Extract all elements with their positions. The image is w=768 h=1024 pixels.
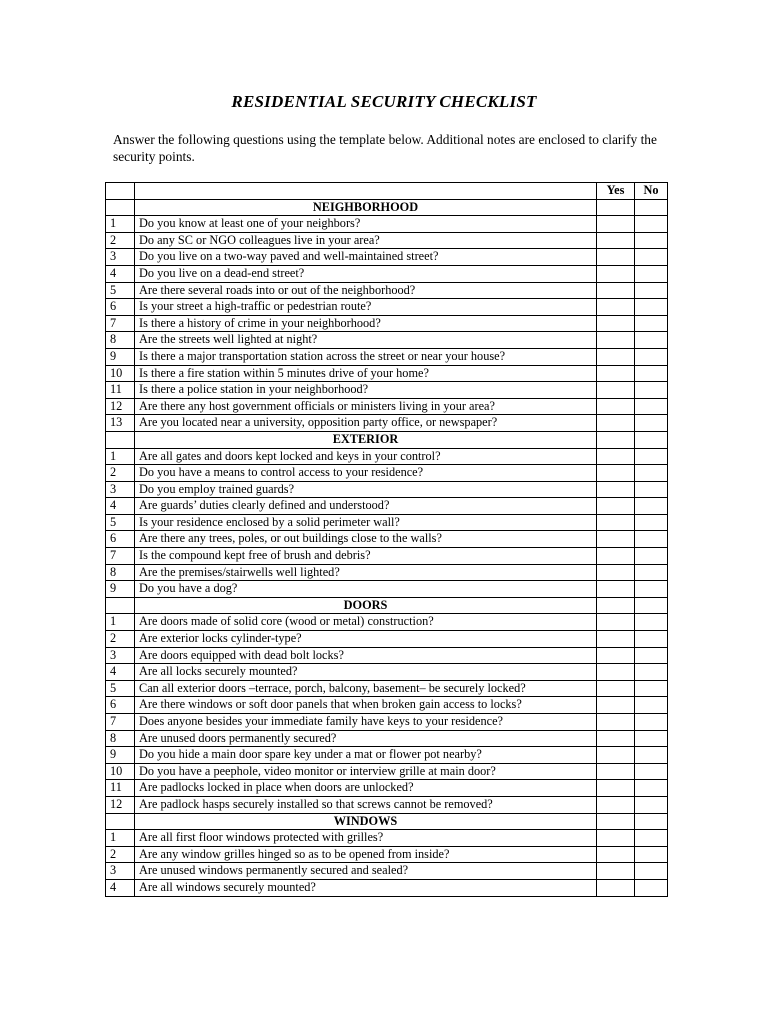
question-row [106,564,668,581]
question-text: Is there a fire station within 5 minutes drive of your home? [135,365,597,382]
question-row [106,846,668,863]
question-row [106,232,668,249]
question-row [106,365,668,382]
no-answer-cell[interactable] [635,498,668,515]
yes-answer-cell[interactable] [597,348,635,365]
no-answer-cell[interactable] [635,348,668,365]
yes-answer-cell[interactable] [597,714,635,731]
section-heading: WINDOWS [135,813,597,830]
question-number: 6 [106,299,135,316]
question-row [106,664,668,681]
question-text: Are the premises/stairwells well lighted? [135,564,597,581]
question-text: Is your residence enclosed by a solid perimeter wall? [135,514,597,531]
no-answer-cell[interactable] [635,332,668,349]
question-number: 8 [106,730,135,747]
question-text: Do you hide a main door spare key under a mat or flower pot nearby? [135,747,597,764]
no-answer-cell[interactable] [635,548,668,565]
no-answer-cell[interactable] [635,365,668,382]
section-heading: EXTERIOR [135,431,597,448]
question-text: Do you have a dog? [135,581,597,598]
no-answer-cell[interactable] [635,382,668,399]
section-heading: DOORS [135,597,597,614]
question-text: Are you located near a university, opposition party office, or newspaper? [135,415,597,432]
question-text: Do you live on a dead-end street? [135,265,597,282]
header-question-cell [135,183,597,200]
no-answer-cell[interactable] [635,398,668,415]
no-answer-cell[interactable] [635,448,668,465]
question-number: 5 [106,282,135,299]
checklist-body [106,183,668,897]
question-row [106,531,668,548]
question-number: 2 [106,465,135,482]
question-number: 1 [106,614,135,631]
question-row [106,763,668,780]
question-row [106,747,668,764]
question-text: Are unused doors permanently secured? [135,730,597,747]
yes-answer-cell[interactable] [597,514,635,531]
question-number: 5 [106,680,135,697]
question-text: Do you know at least one of your neighbors? [135,216,597,233]
yes-answer-cell[interactable] [597,531,635,548]
question-number: 3 [106,249,135,266]
question-text: Are the streets well lighted at night? [135,332,597,349]
section-yes-cell [597,199,635,216]
yes-answer-cell[interactable] [597,465,635,482]
yes-answer-cell[interactable] [597,249,635,266]
question-row [106,548,668,565]
no-answer-cell[interactable] [635,780,668,797]
yes-answer-cell[interactable] [597,730,635,747]
question-row [106,332,668,349]
question-text: Are there any host government officials or ministers living in your area? [135,398,597,415]
question-text: Are all gates and doors kept locked and keys in your control? [135,448,597,465]
no-answer-cell[interactable] [635,415,668,432]
no-answer-cell[interactable] [635,531,668,548]
question-row [106,398,668,415]
no-answer-cell[interactable] [635,697,668,714]
question-number: 3 [106,647,135,664]
question-row [106,830,668,847]
no-answer-cell[interactable] [635,846,668,863]
yes-answer-cell[interactable] [597,780,635,797]
question-text: Is the compound kept free of brush and debris? [135,548,597,565]
yes-answer-cell[interactable] [597,365,635,382]
question-row [106,249,668,266]
section-num-cell [106,597,135,614]
section-heading: NEIGHBORHOOD [135,199,597,216]
section-row [106,813,668,830]
question-row [106,863,668,880]
question-number: 12 [106,796,135,813]
question-text: Is there a history of crime in your neighborhood? [135,315,597,332]
question-number: 13 [106,415,135,432]
question-number: 4 [106,265,135,282]
yes-answer-cell[interactable] [597,763,635,780]
question-number: 8 [106,564,135,581]
yes-answer-cell[interactable] [597,548,635,565]
question-text: Are padlocks locked in place when doors are unlocked? [135,780,597,797]
question-row [106,299,668,316]
question-text: Do you live on a two-way paved and well-maintained street? [135,249,597,266]
question-text: Are padlock hasps securely installed so that screws cannot be removed? [135,796,597,813]
section-num-cell [106,813,135,830]
no-answer-cell[interactable] [635,631,668,648]
section-num-cell [106,431,135,448]
section-yes-cell [597,597,635,614]
no-answer-cell[interactable] [635,265,668,282]
no-answer-cell[interactable] [635,232,668,249]
no-answer-cell[interactable] [635,249,668,266]
yes-answer-cell[interactable] [597,664,635,681]
question-number: 9 [106,747,135,764]
document-title: RESIDENTIAL SECURITY CHECKLIST [231,92,537,111]
yes-answer-cell[interactable] [597,747,635,764]
question-text: Are all windows securely mounted? [135,879,597,896]
question-row [106,348,668,365]
question-row [106,448,668,465]
yes-answer-cell[interactable] [597,879,635,896]
question-row [106,796,668,813]
question-row [106,879,668,896]
question-number: 11 [106,780,135,797]
yes-answer-cell[interactable] [597,647,635,664]
question-number: 4 [106,664,135,681]
question-text: Are exterior locks cylinder-type? [135,631,597,648]
no-answer-cell[interactable] [635,465,668,482]
no-answer-cell[interactable] [635,481,668,498]
question-number: 1 [106,216,135,233]
no-answer-cell[interactable] [635,614,668,631]
question-row [106,631,668,648]
question-number: 5 [106,514,135,531]
question-row [106,315,668,332]
question-number: 7 [106,714,135,731]
question-row [106,730,668,747]
no-answer-cell[interactable] [635,730,668,747]
header-num-cell [106,183,135,200]
yes-answer-cell[interactable] [597,631,635,648]
yes-answer-cell[interactable] [597,299,635,316]
no-answer-cell[interactable] [635,315,668,332]
yes-answer-cell[interactable] [597,796,635,813]
question-text: Are all first floor windows protected with grilles? [135,830,597,847]
yes-answer-cell[interactable] [597,830,635,847]
section-row [106,431,668,448]
question-number: 10 [106,365,135,382]
question-row [106,265,668,282]
yes-answer-cell[interactable] [597,398,635,415]
question-number: 1 [106,830,135,847]
question-number: 2 [106,846,135,863]
question-text: Are there several roads into or out of the neighborhood? [135,282,597,299]
question-text: Are guards’ duties clearly defined and understood? [135,498,597,515]
question-row [106,498,668,515]
question-text: Are doors made of solid core (wood or metal) construction? [135,614,597,631]
question-text: Can all exterior doors –terrace, porch, balcony, basement– be securely locked? [135,680,597,697]
no-column-header: No [635,183,668,200]
question-number: 3 [106,863,135,880]
question-text: Is there a major transportation station across the street or near your house? [135,348,597,365]
no-answer-cell[interactable] [635,664,668,681]
header-row [106,183,668,200]
question-text: Does anyone besides your immediate family have keys to your residence? [135,714,597,731]
yes-column-header: Yes [597,183,635,200]
question-text: Are there any trees, poles, or out buildings close to the walls? [135,531,597,548]
question-row [106,465,668,482]
question-number: 1 [106,448,135,465]
yes-answer-cell[interactable] [597,863,635,880]
question-number: 6 [106,531,135,548]
no-answer-cell[interactable] [635,514,668,531]
no-answer-cell[interactable] [635,863,668,880]
question-number: 7 [106,548,135,565]
question-text: Are all locks securely mounted? [135,664,597,681]
question-row [106,780,668,797]
question-row [106,282,668,299]
no-answer-cell[interactable] [635,763,668,780]
question-text: Is there a police station in your neighborhood? [135,382,597,399]
question-number: 12 [106,398,135,415]
question-text: Are doors equipped with dead bolt locks? [135,647,597,664]
question-number: 8 [106,332,135,349]
question-row [106,697,668,714]
question-row [106,680,668,697]
no-answer-cell[interactable] [635,564,668,581]
section-no-cell [635,813,668,830]
question-row [106,415,668,432]
question-text: Are any window grilles hinged so as to be opened from inside? [135,846,597,863]
section-yes-cell [597,431,635,448]
no-answer-cell[interactable] [635,216,668,233]
section-no-cell [635,597,668,614]
yes-answer-cell[interactable] [597,216,635,233]
question-number: 7 [106,315,135,332]
no-answer-cell[interactable] [635,299,668,316]
section-no-cell [635,431,668,448]
question-text: Is your street a high-traffic or pedestrian route? [135,299,597,316]
question-row [106,216,668,233]
question-number: 11 [106,382,135,399]
question-text: Do you employ trained guards? [135,481,597,498]
question-number: 2 [106,232,135,249]
section-yes-cell [597,813,635,830]
no-answer-cell[interactable] [635,714,668,731]
question-row [106,714,668,731]
yes-answer-cell[interactable] [597,581,635,598]
question-row [106,382,668,399]
yes-answer-cell[interactable] [597,846,635,863]
section-num-cell [106,199,135,216]
no-answer-cell[interactable] [635,796,668,813]
yes-answer-cell[interactable] [597,448,635,465]
question-text: Do you have a means to control access to your residence? [135,465,597,482]
question-number: 6 [106,697,135,714]
question-text: Are there windows or soft door panels that when broken gain access to locks? [135,697,597,714]
question-number: 4 [106,498,135,515]
yes-answer-cell[interactable] [597,332,635,349]
question-row [106,614,668,631]
question-number: 2 [106,631,135,648]
section-row [106,199,668,216]
no-answer-cell[interactable] [635,680,668,697]
yes-answer-cell[interactable] [597,315,635,332]
question-text: Are unused windows permanently secured and sealed? [135,863,597,880]
no-answer-cell[interactable] [635,647,668,664]
question-text: Do you have a peephole, video monitor or interview grille at main door? [135,763,597,780]
yes-answer-cell[interactable] [597,415,635,432]
question-number: 9 [106,348,135,365]
yes-answer-cell[interactable] [597,498,635,515]
question-row [106,647,668,664]
question-number: 10 [106,763,135,780]
question-text: Do any SC or NGO colleagues live in your area? [135,232,597,249]
yes-answer-cell[interactable] [597,282,635,299]
question-row [106,514,668,531]
no-answer-cell[interactable] [635,879,668,896]
yes-answer-cell[interactable] [597,382,635,399]
question-row [106,481,668,498]
question-number: 4 [106,879,135,896]
yes-answer-cell[interactable] [597,481,635,498]
no-answer-cell[interactable] [635,282,668,299]
no-answer-cell[interactable] [635,747,668,764]
no-answer-cell[interactable] [635,830,668,847]
yes-answer-cell[interactable] [597,680,635,697]
security-checklist-table [105,182,668,897]
yes-answer-cell[interactable] [597,614,635,631]
yes-answer-cell[interactable] [597,232,635,249]
yes-answer-cell[interactable] [597,265,635,282]
yes-answer-cell[interactable] [597,697,635,714]
yes-answer-cell[interactable] [597,564,635,581]
intro-paragraph: Answer the following questions using the template below. Additional notes are enclosed to clarify the security points. [113,132,657,164]
section-no-cell [635,199,668,216]
section-row [106,597,668,614]
no-answer-cell[interactable] [635,581,668,598]
question-row [106,581,668,598]
question-number: 3 [106,481,135,498]
question-number: 9 [106,581,135,598]
